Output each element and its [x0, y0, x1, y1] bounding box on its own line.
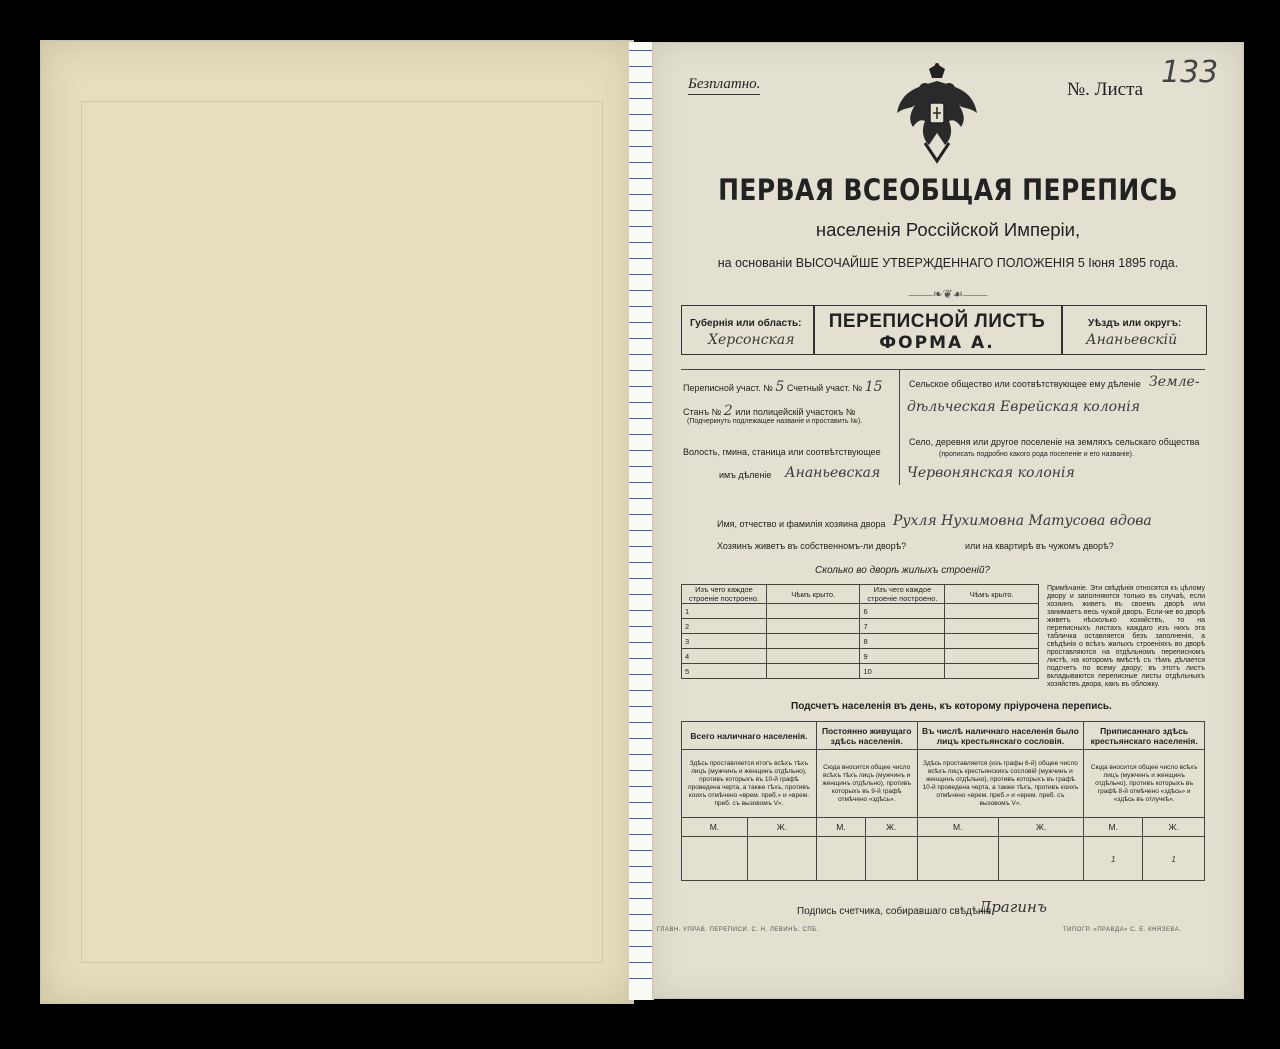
binding-rule-line: [629, 322, 653, 323]
binding-rule-line: [629, 354, 653, 355]
pop-value: [682, 837, 748, 881]
village-note: (прописать подробно какого рода поселеніе и его названіе).: [939, 451, 1134, 458]
printer-left: ГЛАВН. УПРАВ. ПЕРЕПИСИ. С. Н. ЛЕВИНЪ. СПБ.: [657, 927, 819, 933]
form-a-label: ФОРМА А.: [879, 333, 995, 353]
stan-value: 2: [723, 403, 733, 419]
binding-rule-line: [629, 866, 653, 867]
binding-rule-line: [629, 50, 653, 51]
census-district-line: [683, 379, 897, 395]
sheet-number-handwritten: 133: [1161, 55, 1219, 90]
binding-rule-line: [629, 338, 653, 339]
form-legal-basis: на основаніи ВЫСОЧАЙШЕ УТВЕРЖДЕННАГО ПОЛОЖЕНІЯ 5 Іюня 1895 года.: [717, 256, 1179, 270]
binding-rule-line: [629, 258, 653, 259]
male-label: М.: [682, 817, 748, 837]
binding-rule-line: [629, 914, 653, 915]
village-value: Червонянская колонія: [907, 465, 1075, 481]
stan-label: Станъ №: [683, 407, 722, 417]
binding-rule-line: [629, 194, 653, 195]
binding-rule-line: [629, 882, 653, 883]
note-text: Примѣчаніе. Эти свѣдѣнія относятся къ цѣлому двору и заполняются только въ случаѣ, если хозяинъ живетъ въ своемъ дворѣ или занимаетъ весь чужой дворъ. Если-же во дворѣ живетъ нѣсколько хозяйствъ, то на переписныхъ листахъ каждаго изъ нихъ эта табличка оставляется безъ заполненія, а свѣдѣнія о всѣхъ жилыхъ строеніяхъ во дворѣ проставляются на отдѣльномъ переписномъ листѣ, на которомъ вмѣстѣ съ тѣмъ дѣлается подсчетъ по всему двору; въ этотъ листъ вкладываются переписные листы отдѣльныхъ хозяйствъ двора, какъ въ обложку.: [1047, 585, 1205, 688]
row-number: 3: [682, 634, 767, 649]
gubernia-label: Губернія или область:: [690, 318, 802, 329]
binding-rule-line: [629, 466, 653, 467]
row-number: 4: [682, 649, 767, 664]
volost-value: Ананьевская: [785, 465, 881, 481]
pop-col-description: Сюда вносится общее число всѣхъ тѣхъ лицъ (мужчинъ и женщинъ отдѣльно), противъ которыхъ въ 9-й графѣ отмѣчено «здѣсь».: [816, 750, 917, 818]
printer-right: ТИПОГР. «ПРАВДА» С. Е. КНЯЗЕВА.: [1063, 927, 1182, 933]
binding-rule-line: [629, 418, 653, 419]
sheet-number-label: №. Листа: [1067, 79, 1144, 100]
binding-rule-line: [629, 498, 653, 499]
row-number: 10: [860, 664, 945, 679]
row-number: 1: [682, 604, 767, 619]
binding-rule-line: [629, 66, 653, 67]
pop-value: [917, 837, 998, 881]
female-label: Ж.: [1143, 817, 1205, 837]
binding-rule-line: [629, 562, 653, 563]
count-district-label: Счетный участ. №: [786, 383, 863, 393]
buildings-table: [681, 584, 1039, 679]
binding-rule-line: [629, 706, 653, 707]
binding-rule-line: [629, 770, 653, 771]
female-label: Ж.: [999, 817, 1084, 837]
imperial-eagle-icon: [895, 63, 979, 173]
binding-rule-line: [629, 274, 653, 275]
binding-rule-line: [629, 930, 653, 931]
volost-label: Волость, гмина, станица или соотвѣтствующее: [683, 447, 881, 457]
bleed-through-frame: [81, 101, 603, 963]
society-label: Сельское общество или соотвѣтствующее ему дѣленіе: [909, 379, 1141, 389]
binding-rule-line: [629, 610, 653, 611]
pop-value: [747, 837, 816, 881]
binding-rule-line: [629, 802, 653, 803]
binding-rule-line: [629, 482, 653, 483]
binding-rule-line: [629, 578, 653, 579]
free-label: Безплатно.: [688, 76, 760, 95]
binding-rule-line: [629, 114, 653, 115]
binding-rule-line: [629, 834, 653, 835]
binding-rule-line: [629, 594, 653, 595]
binding-rule-line: [629, 242, 653, 243]
pop-value: [866, 837, 918, 881]
buildings-col-header-material: Изъ чего каждое строеніе построено.: [860, 585, 945, 604]
binding-rule-line: [629, 786, 653, 787]
binding-rule-line: [629, 82, 653, 83]
population-table: [681, 721, 1205, 881]
buildings-col-header-roof: Чѣмъ крыто.: [766, 585, 860, 604]
signature-label: Подпись счетчика, собиравшаго свѣдѣнія: [797, 906, 992, 917]
owner-lives-or: или на квартирѣ въ чужомъ дворѣ?: [965, 541, 1114, 551]
form-main-title: ПЕРВАЯ ВСЕОБЩАЯ ПЕРЕПИСЬ: [718, 173, 1178, 207]
pop-value: [816, 837, 865, 881]
row-number: 9: [860, 649, 945, 664]
pop-col-header: Въ числѣ наличнаго населенія было лицъ крестьянскаго сословія.: [917, 722, 1084, 750]
male-label: М.: [917, 817, 998, 837]
binding-rule-line: [629, 210, 653, 211]
uezd-value: Ананьевскій: [1086, 332, 1178, 348]
uezd-box: [1061, 305, 1207, 355]
binding-rule-line: [629, 162, 653, 163]
female-label: Ж.: [866, 817, 918, 837]
owner-name-label: Имя, отчество и фамилія хозяина двора: [717, 519, 886, 529]
pop-col-header: Приписаннаго здѣсь крестьянскаго населенія.: [1084, 722, 1205, 750]
binding-rule-line: [629, 962, 653, 963]
owner-lives-label: Хозяинъ живетъ въ собственномъ-ли дворѣ?: [717, 541, 907, 551]
binding-rule-line: [629, 386, 653, 387]
binding-rule-line: [629, 146, 653, 147]
left-page-blank: [40, 40, 634, 1004]
stan-note: (Подчеркнуть подлежащее названіе и проставить №).: [687, 418, 863, 425]
binding-rule-line: [629, 402, 653, 403]
binding-rule-line: [629, 178, 653, 179]
row-number: 8: [860, 634, 945, 649]
binding-rule-line: [629, 642, 653, 643]
pop-col-description: Здѣсь проставляется итогъ всѣхъ тѣхъ лицъ (мужчинъ и женщинъ отдѣльно), противъ которыхъ въ 10-й графѣ проведена черта, а также тѣхъ, противъ коихъ отмѣчено «врем. преб.» и «врем. преб. съ вызовомъ V».: [682, 750, 817, 818]
binding-rule-line: [629, 530, 653, 531]
binding-rule-line: [629, 978, 653, 979]
binding-rule-line: [629, 290, 653, 291]
population-heading: Подсчетъ населенія въ день, къ которому пріурочена перепись.: [791, 701, 1112, 712]
binding-rule-line: [629, 818, 653, 819]
binding-rule-line: [629, 130, 653, 131]
row-number: 7: [860, 619, 945, 634]
buildings-col-header-roof: Чѣмъ крыто.: [945, 585, 1039, 604]
owner-name-value: Рухля Нухимовна Матусова вдова: [893, 513, 1152, 529]
gubernia-value: Херсонская: [708, 332, 795, 348]
form-subtitle: населенія Россійской Имперіи,: [815, 219, 1081, 240]
binding-rule-line: [629, 674, 653, 675]
male-label: М.: [816, 817, 865, 837]
male-label: М.: [1084, 817, 1143, 837]
binding-rule-line: [629, 370, 653, 371]
binding-strip: [628, 42, 654, 1000]
row-number: 5: [682, 664, 767, 679]
binding-rule-line: [629, 658, 653, 659]
binding-rule-line: [629, 722, 653, 723]
binding-rule-line: [629, 626, 653, 627]
binding-rule-line: [629, 690, 653, 691]
binding-rule-line: [629, 226, 653, 227]
section-divider: [899, 369, 900, 485]
row-number: 6: [860, 604, 945, 619]
society-value-2: дѣльческая Еврейская колонія: [907, 399, 1141, 415]
binding-rule-line: [629, 898, 653, 899]
volost-label-2: имъ дѣленіе: [719, 470, 772, 480]
row-number: 2: [682, 619, 767, 634]
gubernia-box: [681, 305, 815, 355]
pop-value: [999, 837, 1084, 881]
binding-rule-line: [629, 546, 653, 547]
census-district-value: 5: [775, 379, 785, 395]
binding-rule-line: [629, 738, 653, 739]
binding-rule-line: [629, 306, 653, 307]
section-rule: [681, 369, 1205, 370]
buildings-col-header-material: Изъ чего каждое строеніе построено.: [682, 585, 767, 604]
pop-value: 1: [1084, 837, 1143, 881]
binding-rule-line: [629, 450, 653, 451]
village-label: Село, деревня или другое поселеніе на земляхъ сельскаго общества: [909, 437, 1200, 447]
census-form-page: [652, 42, 1244, 999]
pop-col-description: Здѣсь проставляется (изъ графы 6-й) общее число всѣхъ лицъ крестьянскихъ сословій (мужчинъ и женщинъ отдѣльно), противъ которыхъ въ графѣ 10-й проведена черта, а также тѣхъ, противъ коихъ отмѣчено «врем. преб.» и «врем. преб. съ вызовомъ V».: [917, 750, 1084, 818]
stan-rest-label: или полицейскій участокъ №: [735, 407, 856, 417]
society-value-1: Земле-: [1149, 374, 1200, 390]
pop-value: 1: [1143, 837, 1205, 881]
binding-rule-line: [629, 850, 653, 851]
uezd-label: Уѣздъ или округъ:: [1088, 318, 1182, 329]
binding-rule-line: [629, 754, 653, 755]
pop-col-header: Постоянно живущаго здѣсь населенія.: [816, 722, 917, 750]
binding-rule-line: [629, 946, 653, 947]
pop-col-header: Всего наличнаго населенія.: [682, 722, 817, 750]
binding-rule-line: [629, 514, 653, 515]
buildings-label: Сколько во дворѣ жилыхъ строеній?: [815, 565, 990, 576]
ornament-divider: ——❧❦☙——: [908, 287, 988, 301]
female-label: Ж.: [747, 817, 816, 837]
binding-rule-line: [629, 98, 653, 99]
binding-rule-line: [629, 434, 653, 435]
pop-col-description: Сюда вносится общее число всѣхъ лицъ (мужчинъ и женщинъ отдѣльно), противъ которыхъ въ графѣ 8-й отмѣчено «здѣсь» и «здѣсь въ отлучкѣ».: [1084, 750, 1205, 818]
stan-line: [683, 403, 897, 419]
count-district-value: 15: [864, 379, 883, 395]
signature-value: Драгинъ: [979, 898, 1047, 916]
sheet-title: ПЕРЕПИСНОЙ ЛИСТЪ: [828, 311, 1046, 332]
census-district-label: Переписной участ. №: [683, 383, 773, 393]
